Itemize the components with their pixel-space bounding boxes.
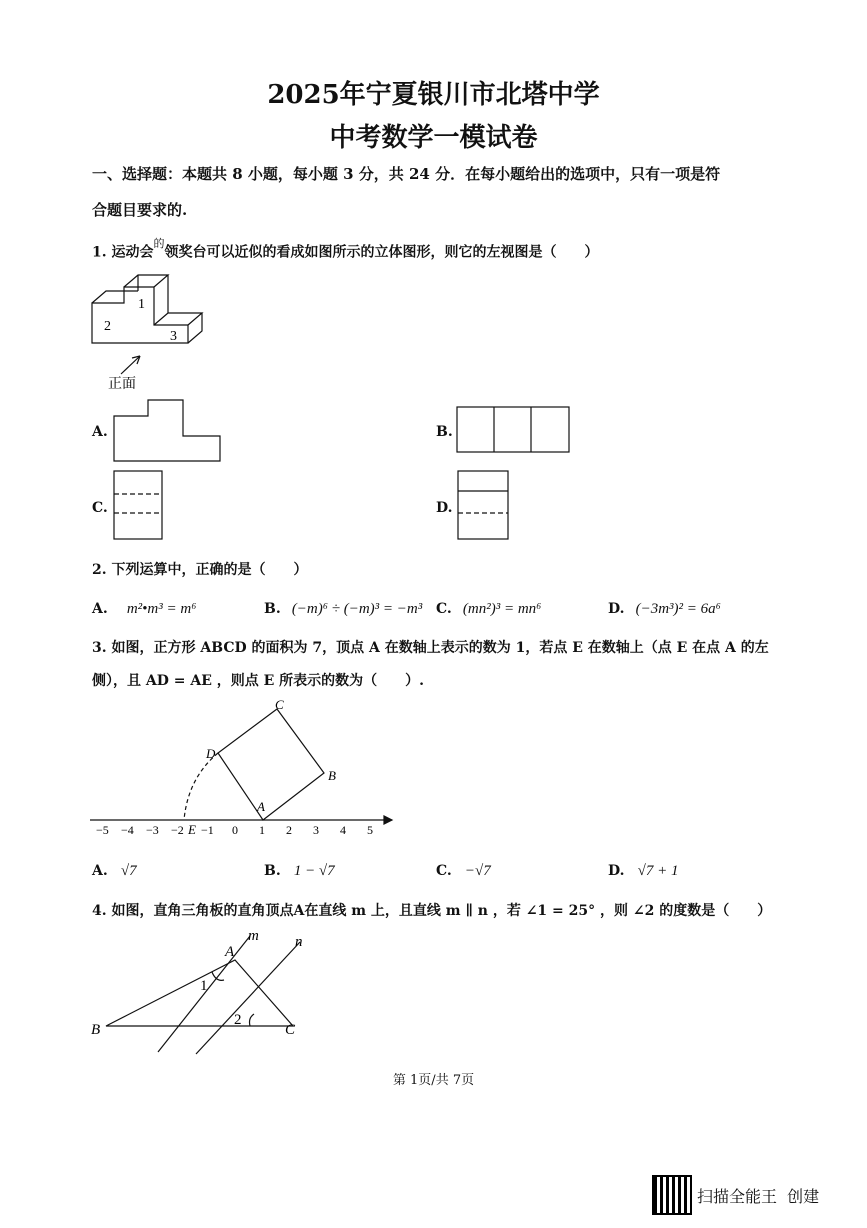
question-3-line2: 侧），且 AD = AE ，则点 E 所表示的数为（ ）.	[92, 673, 425, 689]
tick-label: 3	[313, 823, 319, 837]
tick-label: 2	[286, 823, 292, 837]
q2-option-c[interactable]	[436, 598, 541, 618]
angle-2-arc	[250, 1014, 255, 1026]
q1-option-d-figure[interactable]	[457, 470, 511, 542]
q2-option-d[interactable]	[608, 598, 721, 618]
podium-side-edge-3	[188, 313, 202, 343]
superscript-note: 的	[153, 237, 165, 250]
vertex-c: C	[275, 698, 284, 712]
vertex-a: A	[257, 799, 265, 814]
question-4	[92, 900, 771, 920]
vertex-b: B	[91, 1022, 101, 1038]
q1-option-c-label[interactable]: C.	[92, 500, 108, 516]
option-label: D.	[608, 601, 625, 617]
podium-top-edge-3	[154, 313, 202, 325]
line-m-label: m	[248, 928, 259, 944]
question-text: 如图，直角三角板的直角顶点A在直线 m 上，且直线 m ∥ n ，若 ∠1 = 25° ，则 ∠2 的度数是（ ）	[111, 903, 772, 919]
tick-label: −5	[96, 823, 109, 837]
exam-title-line2: 中考数学一模试卷	[329, 123, 538, 153]
q2-option-b[interactable]	[264, 598, 422, 618]
tick-label: 4	[340, 823, 346, 837]
triangle-parallel-lines-figure	[88, 928, 318, 1058]
angle-2-label: 2	[234, 1012, 242, 1028]
question-text: 领奖台可以近似的看成如图所示的立体图形，则它的左视图是（ ）	[164, 244, 599, 261]
q1-option-b-label[interactable]: B.	[436, 424, 453, 440]
line-m	[158, 936, 250, 1052]
tick-label: 5	[367, 823, 373, 837]
vertex-c: C	[285, 1022, 296, 1038]
tick-label: −4	[121, 823, 134, 837]
scanner-watermark: 扫描全能王 创建	[697, 1187, 820, 1206]
option-expr: (−3m³)² = 6a⁶	[635, 601, 721, 617]
arc-d-to-e	[184, 753, 218, 820]
option-expr: −√7	[464, 863, 491, 879]
question-number: 1.	[92, 244, 107, 261]
point-e: E	[188, 822, 196, 837]
q1-option-b-figure[interactable]	[456, 406, 572, 454]
option-label: C.	[436, 601, 452, 617]
question-text: 下列运算中，正确的是（ ）	[111, 562, 308, 578]
square-number-line-figure	[88, 698, 400, 838]
section-heading-line2: 合题目要求的.	[92, 201, 188, 219]
q1-option-a-label[interactable]: A.	[92, 424, 108, 440]
vertex-b: B	[328, 768, 336, 783]
tick-label: −3	[146, 823, 159, 837]
option-expr: m²•m³ = m⁶	[126, 601, 197, 617]
line-n-label: n	[295, 934, 303, 950]
option-expr: √7	[120, 863, 137, 879]
q3-option-c[interactable]	[436, 860, 491, 880]
exam-title-line1: 2025年宁夏银川市北塔中学	[267, 80, 600, 110]
podium-3d-figure	[88, 270, 218, 395]
question-number: 2.	[92, 562, 107, 578]
qr-code-icon	[652, 1175, 692, 1215]
option-label: B.	[264, 863, 281, 879]
option-expr: (mn²)³ = mn⁶	[462, 601, 542, 617]
question-number: 3.	[92, 640, 107, 656]
front-label: 正面	[108, 377, 136, 392]
tick-label: −1	[201, 823, 214, 837]
label-3: 3	[170, 329, 177, 344]
q3-option-a[interactable]	[92, 860, 137, 880]
vertex-d: D	[206, 746, 216, 761]
option-label: A.	[92, 601, 108, 617]
option-label: C.	[436, 863, 452, 879]
section-heading-line1: 一、选择题：本题共 8 小题，每小题 3 分，共 24 分．在每小题给出的选项中，只有一项是符	[92, 165, 721, 183]
option-expr: 1 − √7	[293, 863, 335, 879]
tick-label: −2	[171, 823, 184, 837]
question-text: 如图，正方形 ABCD 的面积为 7，顶点 A 在数轴上表示的数为 1，若点 E 在数轴上（点 E 在点 A 的左	[111, 640, 769, 656]
option-label: A.	[92, 863, 108, 879]
q2-option-a[interactable]	[92, 598, 196, 618]
q3-option-d[interactable]	[608, 860, 678, 880]
question-number: 4.	[92, 903, 107, 919]
podium-top-edge-2	[92, 291, 138, 303]
angle-1-label: 1	[200, 978, 208, 994]
view-arrow	[121, 356, 140, 374]
q3-option-b[interactable]	[264, 860, 335, 880]
number-line-arrow	[384, 816, 392, 824]
q1-option-d-label[interactable]: D.	[436, 500, 453, 516]
question-1	[92, 239, 599, 262]
q1-option-a-figure[interactable]	[112, 398, 224, 464]
option-label: D.	[608, 863, 625, 879]
tick-label: 0	[232, 823, 238, 837]
question-2	[92, 559, 308, 579]
tick-label: 1	[259, 823, 265, 837]
option-expr: (−m)⁶ ÷ (−m)³ = −m³	[291, 601, 423, 617]
square-abcd	[218, 709, 324, 820]
page-number: 第 1页/共 7页	[392, 1073, 475, 1088]
option-label: B.	[264, 601, 281, 617]
question-3-line1	[92, 637, 769, 657]
option-expr: √7 + 1	[637, 863, 679, 879]
question-text: 运动会	[111, 244, 154, 261]
label-2: 2	[104, 319, 111, 334]
podium-top-edge-1	[124, 275, 168, 287]
q1-option-c-figure[interactable]	[113, 470, 165, 542]
vertex-a: A	[225, 944, 235, 960]
label-1: 1	[138, 297, 145, 312]
